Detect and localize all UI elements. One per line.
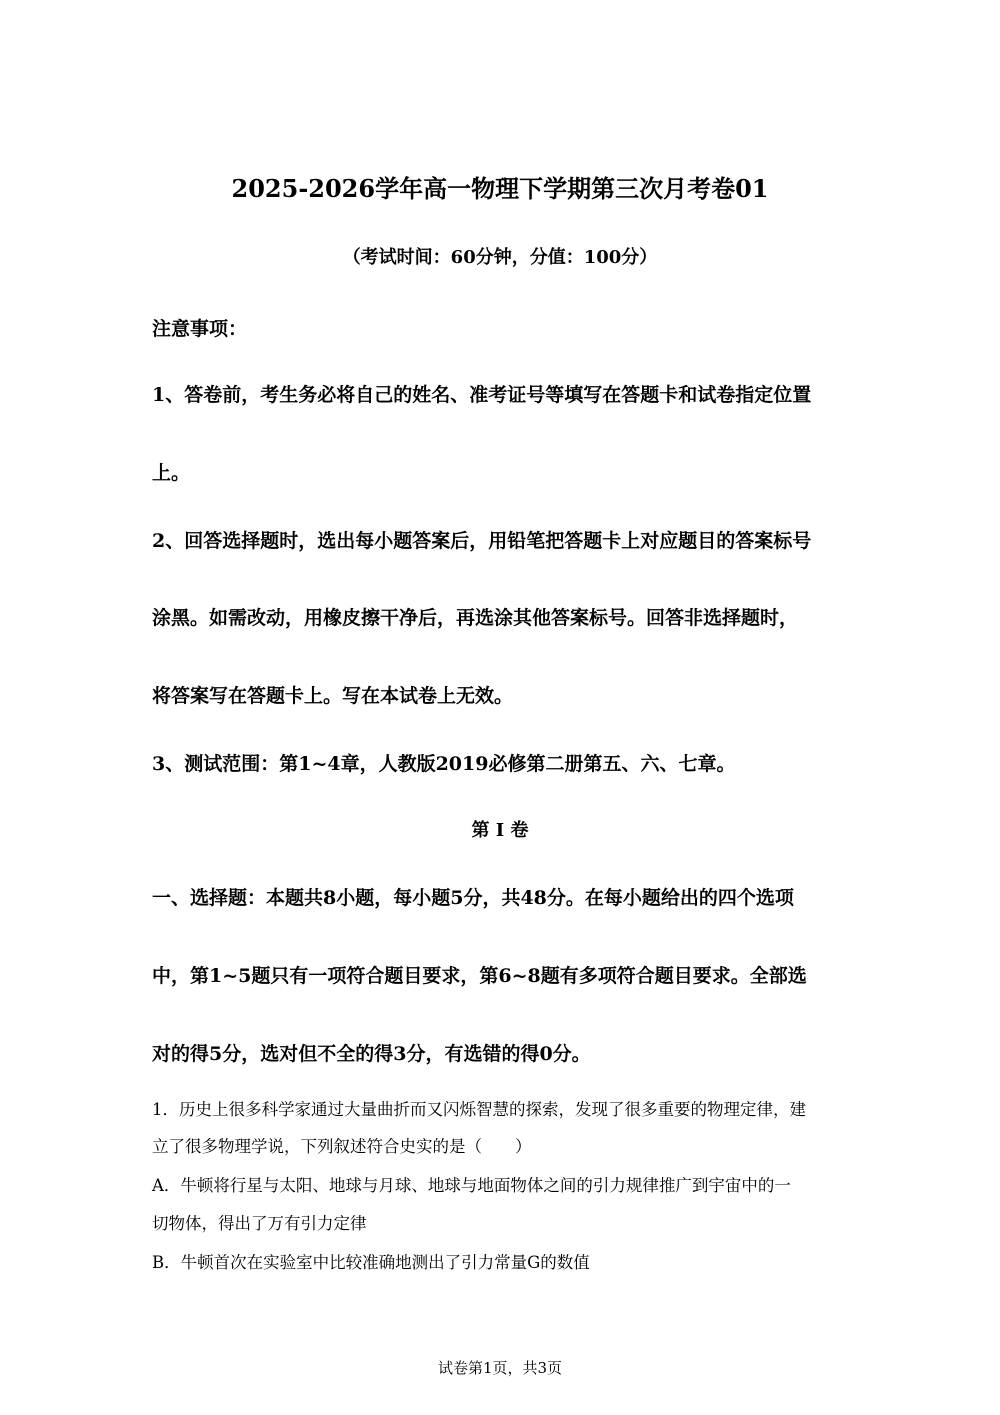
question-1-option-b: B．牛顿首次在实验室中比较准确地测出了引力常量G的数值 [152,1253,590,1272]
notice-line-3: 2、回答选择题时，选出每小题答案后，用铅笔把答题卡上对应题目的答案标号 [152,530,812,552]
question-1-stem-line-2: 立了很多物理学说，下列叙述符合史实的是（ ） [152,1137,532,1156]
section-title: 第 I 卷 [471,820,529,841]
notice-line-6: 3、测试范围：第1~4章，人教版2019必修第二册第五、六、七章。 [152,753,736,775]
page-footer: 试卷第1页，共3页 [437,1359,563,1377]
question-1-option-a-line-2: 切物体，得出了万有引力定律 [152,1214,367,1233]
notice-line-4: 涂黑。如需改动，用橡皮擦干净后，再选涂其他答案标号。回答非选择题时， [152,607,799,629]
notice-line-1: 1、答卷前，考生务必将自己的姓名、准考证号等填写在答题卡和试卷指定位置 [152,384,812,406]
notice-heading: 注意事项： [152,318,248,340]
question-1-stem-line-1: 1．历史上很多科学家通过大量曲折而又闪烁智慧的探索，发现了很多重要的物理定律，建 [152,1100,806,1119]
exam-title: 2025-2026学年高一物理下学期第三次月考卷01 [231,174,769,203]
exam-subtitle: （考试时间：60分钟，分值：100分） [342,247,658,268]
notice-line-2: 上。 [152,462,191,484]
part-one-line-1: 一、选择题：本题共8小题，每小题5分，共48分。在每小题给出的四个选项 [152,887,794,909]
part-one-line-2: 中，第1~5题只有一项符合题目要求，第6~8题有多项符合题目要求。全部选 [152,965,807,987]
notice-line-5: 将答案写在答题卡上。写在本试卷上无效。 [152,685,514,707]
question-1-option-a-line-1: A．牛顿将行星与太阳、地球与月球、地球与地面物体之间的引力规律推广到宇宙中的一 [152,1176,791,1195]
part-one-line-3: 对的得5分，选对但不全的得3分，有选错的得0分。 [152,1043,591,1065]
